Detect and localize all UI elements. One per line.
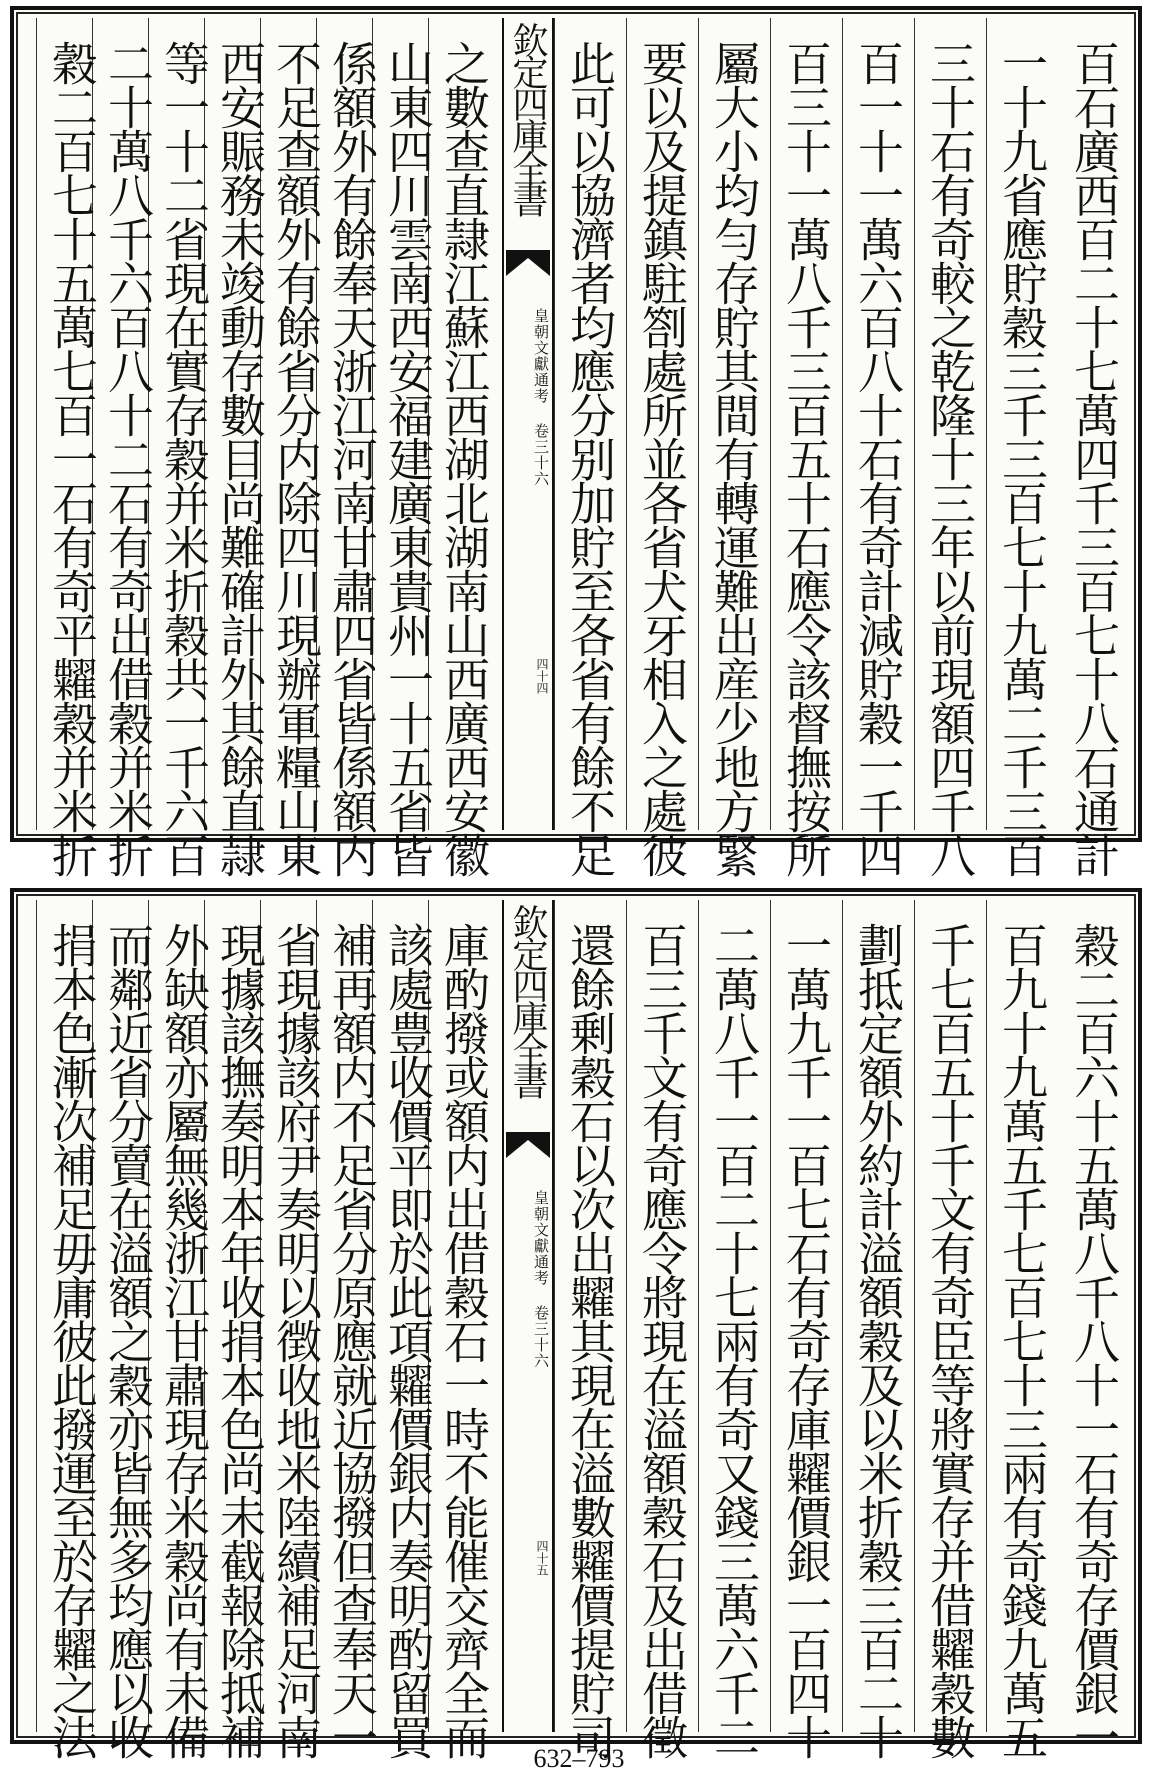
column-text: 百三千文有奇應令將現在溢額穀石及出借徵 xyxy=(635,922,689,1758)
column-text: 外缺額亦屬無幾浙江甘肅現存米穀尚有未備 xyxy=(157,922,211,1758)
source-name: 皇朝文獻通考 xyxy=(532,308,550,404)
column-text: 現據該撫奏明本年收捐本色尚未截報除抵補 xyxy=(213,922,267,1758)
column-text: 不足查額外有餘省分内除四川現辦軍糧山東 xyxy=(269,40,323,876)
text-column xyxy=(842,900,914,1758)
column-text: 省現據該府尹奏明以徴收地米陸續補足河南 xyxy=(269,922,323,1758)
column-text: 此可以協濟者均應分别加貯至各省有餘不足 xyxy=(563,40,617,876)
column-text: 千七百五十千文有奇臣等將實存并借糶穀數 xyxy=(923,922,977,1758)
column-text: 等一十二省現在實存穀并米折穀共一千六百 xyxy=(157,40,211,876)
text-column xyxy=(770,900,842,1758)
column-text: 要以及提鎮駐劄處所並各省犬牙相入之處彼 xyxy=(635,40,689,876)
leaf-number: 四十五 xyxy=(535,1540,549,1576)
source-name: 皇朝文獻通考 xyxy=(532,1190,550,1286)
column-text: 之數查直隷江蘇江西湖北湖南山西廣西安徽 xyxy=(437,40,491,876)
text-column xyxy=(986,900,1058,1758)
column-text: 二萬八千一百二十七兩有奇又錢三萬六千二 xyxy=(707,922,761,1758)
text-column xyxy=(842,18,914,876)
column-text: 穀二百六十五萬八千八十一石有奇存價銀一 xyxy=(1067,922,1121,1758)
column-text: 係額外有餘奉天浙江河南甘肅四省皆係額内 xyxy=(325,40,379,876)
volume-number: 卷三十六 xyxy=(532,423,550,487)
column-text: 一十九省應貯穀三千三百七十九萬二千三百 xyxy=(995,40,1049,876)
fishtail-ornament xyxy=(506,1132,550,1158)
text-column xyxy=(986,18,1058,876)
text-column xyxy=(626,18,698,876)
fishtail-ornament xyxy=(506,250,550,276)
column-text: 劃抵定額外約計溢額穀及以米折穀三百二十 xyxy=(851,922,905,1758)
column-text: 而鄰近省分賣在溢額之穀亦皆無多均應以收 xyxy=(101,922,155,1758)
source-title xyxy=(504,1190,552,1369)
text-column xyxy=(1058,900,1130,1758)
text-column xyxy=(554,18,626,876)
page-top xyxy=(10,6,1142,876)
column-text: 一萬九千一百七石有奇存庫糶價銀一百四十 xyxy=(779,922,833,1758)
page-bottom xyxy=(10,888,1142,1758)
text-column xyxy=(36,900,108,1758)
text-column xyxy=(698,18,770,876)
volume-number: 卷三十六 xyxy=(532,1305,550,1369)
column-text: 捐本色漸次補足毋庸彼此撥運至於存糶之法 xyxy=(45,922,99,1758)
column-text: 還餘剰穀石以次出糶其現在溢數糶價提貯司 xyxy=(563,922,617,1758)
source-title xyxy=(504,308,552,487)
column-text: 山東四川雲南西安福建廣東貴州一十五省皆 xyxy=(381,40,435,876)
column-text: 西安賑務未竣動存數目尚難確計外其餘直隷 xyxy=(213,40,267,876)
column-text: 百一十一萬六百八十石有奇計減貯穀一千四 xyxy=(851,40,905,876)
column-text: 百石廣西百二十七萬四千三百七十八石通計 xyxy=(1067,40,1121,876)
column-text: 三十石有奇較之乾隆十三年以前現額四千八 xyxy=(923,40,977,876)
text-column xyxy=(36,18,108,876)
book-title: 欽定四庫全書 xyxy=(507,22,548,214)
text-column xyxy=(554,900,626,1758)
page-number: 632–793 xyxy=(533,1744,625,1773)
book-title: 欽定四庫全書 xyxy=(507,904,548,1096)
text-column xyxy=(626,900,698,1758)
text-column xyxy=(1058,18,1130,876)
leaf-number: 四十四 xyxy=(535,658,549,694)
center-fold xyxy=(502,18,554,830)
column-text: 補再額内不足省分原應就近協撥但查奉天一 xyxy=(325,922,379,1758)
column-text: 百九十九萬五千七百七十三兩有奇錢九萬五 xyxy=(995,922,1049,1758)
text-column xyxy=(770,18,842,876)
text-column xyxy=(914,18,986,876)
text-column xyxy=(914,900,986,1758)
column-text: 二十萬八千六百八十二石有奇出借穀并米折 xyxy=(101,40,155,876)
column-text: 庫酌撥或額内出借穀石一時不能催交齊全而 xyxy=(437,922,491,1758)
text-column xyxy=(698,900,770,1758)
center-fold xyxy=(502,900,554,1732)
column-text: 穀二百七十五萬七百一石有奇平糶穀并米折 xyxy=(45,40,99,876)
column-text: 該處豊收價平即於此項糶價銀内奏明酌留買 xyxy=(381,922,435,1758)
column-text: 百三十一萬八千三百五十石應令該督撫按所 xyxy=(779,40,833,876)
column-text: 屬大小均勻存貯其間有轉運難出産少地方緊 xyxy=(707,40,761,876)
